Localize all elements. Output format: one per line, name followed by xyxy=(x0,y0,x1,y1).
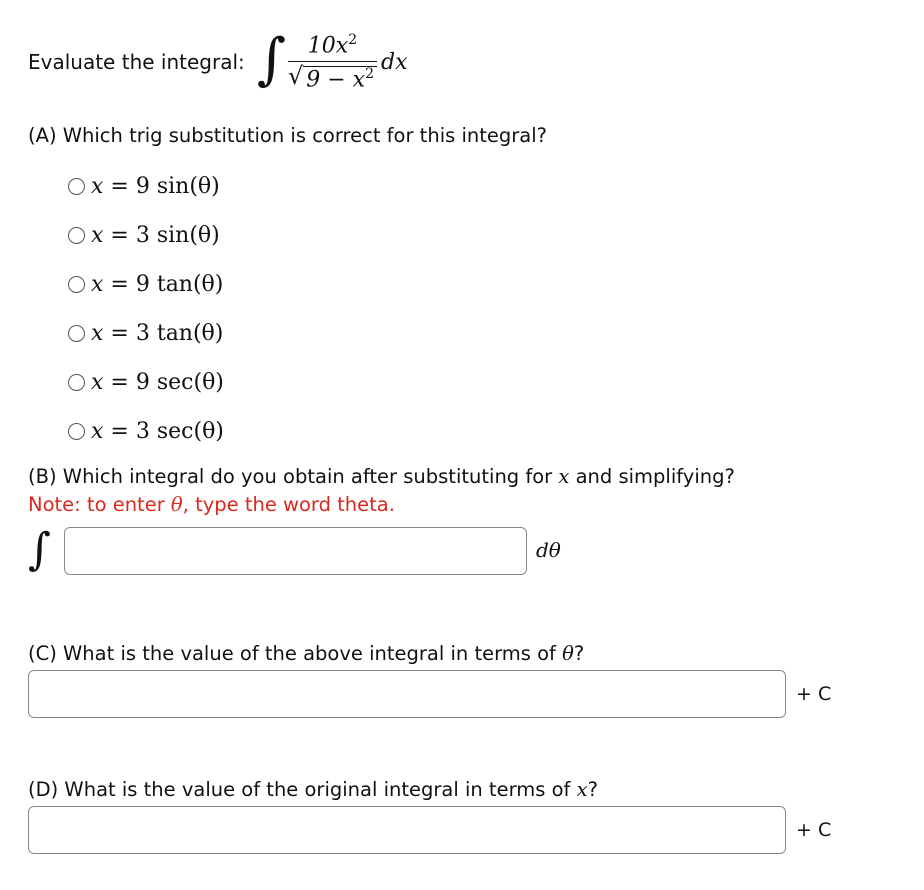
integrand-fraction xyxy=(288,32,377,91)
option-label: x = 9 sin(θ) xyxy=(91,174,220,199)
option-label: x = 3 sin(θ) xyxy=(91,223,220,248)
option-label: x = 9 sec(θ) xyxy=(91,370,224,395)
integral-sign: ∫ xyxy=(28,524,51,575)
option-label: x = 3 sec(θ) xyxy=(91,419,224,444)
problem-label: Evaluate the integral: xyxy=(28,50,245,74)
option-label: x = 3 tan(θ) xyxy=(91,321,224,346)
differential-dtheta: dθ xyxy=(536,538,561,562)
substitution-options xyxy=(68,162,224,456)
part-b-question: (B) Which integral do you obtain after substituting for x and simplifying? xyxy=(28,465,735,488)
part-c-answer-input[interactable] xyxy=(28,670,786,718)
part-c-question: (C) What is the value of the above integral in terms of θ? xyxy=(28,642,585,665)
integral-sign: ∫ xyxy=(256,27,286,92)
integrand-numerator: $10x^2$ xyxy=(307,32,358,59)
part-b-note: Note: to enter θ, type the word theta. xyxy=(28,493,395,516)
radio-button[interactable] xyxy=(68,325,85,342)
problem-header xyxy=(28,22,407,102)
differential-dx: dx xyxy=(380,49,408,75)
option-9-sin[interactable] xyxy=(68,162,224,211)
option-3-sin[interactable] xyxy=(68,211,224,260)
integral-expression xyxy=(256,27,408,93)
radicand: $9 - x^2$ xyxy=(303,66,377,91)
plus-c-label: + C xyxy=(796,683,832,705)
radio-button[interactable] xyxy=(68,178,85,195)
radio-button[interactable] xyxy=(68,423,85,440)
option-9-tan[interactable] xyxy=(68,260,224,309)
part-a-question: (A) Which trig substitution is correct for this integral? xyxy=(28,124,547,147)
option-label: x = 9 tan(θ) xyxy=(91,272,224,297)
radio-button[interactable] xyxy=(68,276,85,293)
part-b-answer-input[interactable] xyxy=(64,527,527,575)
part-d-answer-input[interactable] xyxy=(28,806,786,854)
integrand-denominator xyxy=(288,62,377,91)
part-d-question: (D) What is the value of the original integral in terms of x? xyxy=(28,778,598,801)
plus-c-label: + C xyxy=(796,819,832,841)
option-9-sec[interactable] xyxy=(68,358,224,407)
radio-button[interactable] xyxy=(68,227,85,244)
option-3-tan[interactable] xyxy=(68,309,224,358)
sqrt-symbol: √ xyxy=(287,62,304,91)
radio-button[interactable] xyxy=(68,374,85,391)
option-3-sec[interactable] xyxy=(68,407,224,456)
